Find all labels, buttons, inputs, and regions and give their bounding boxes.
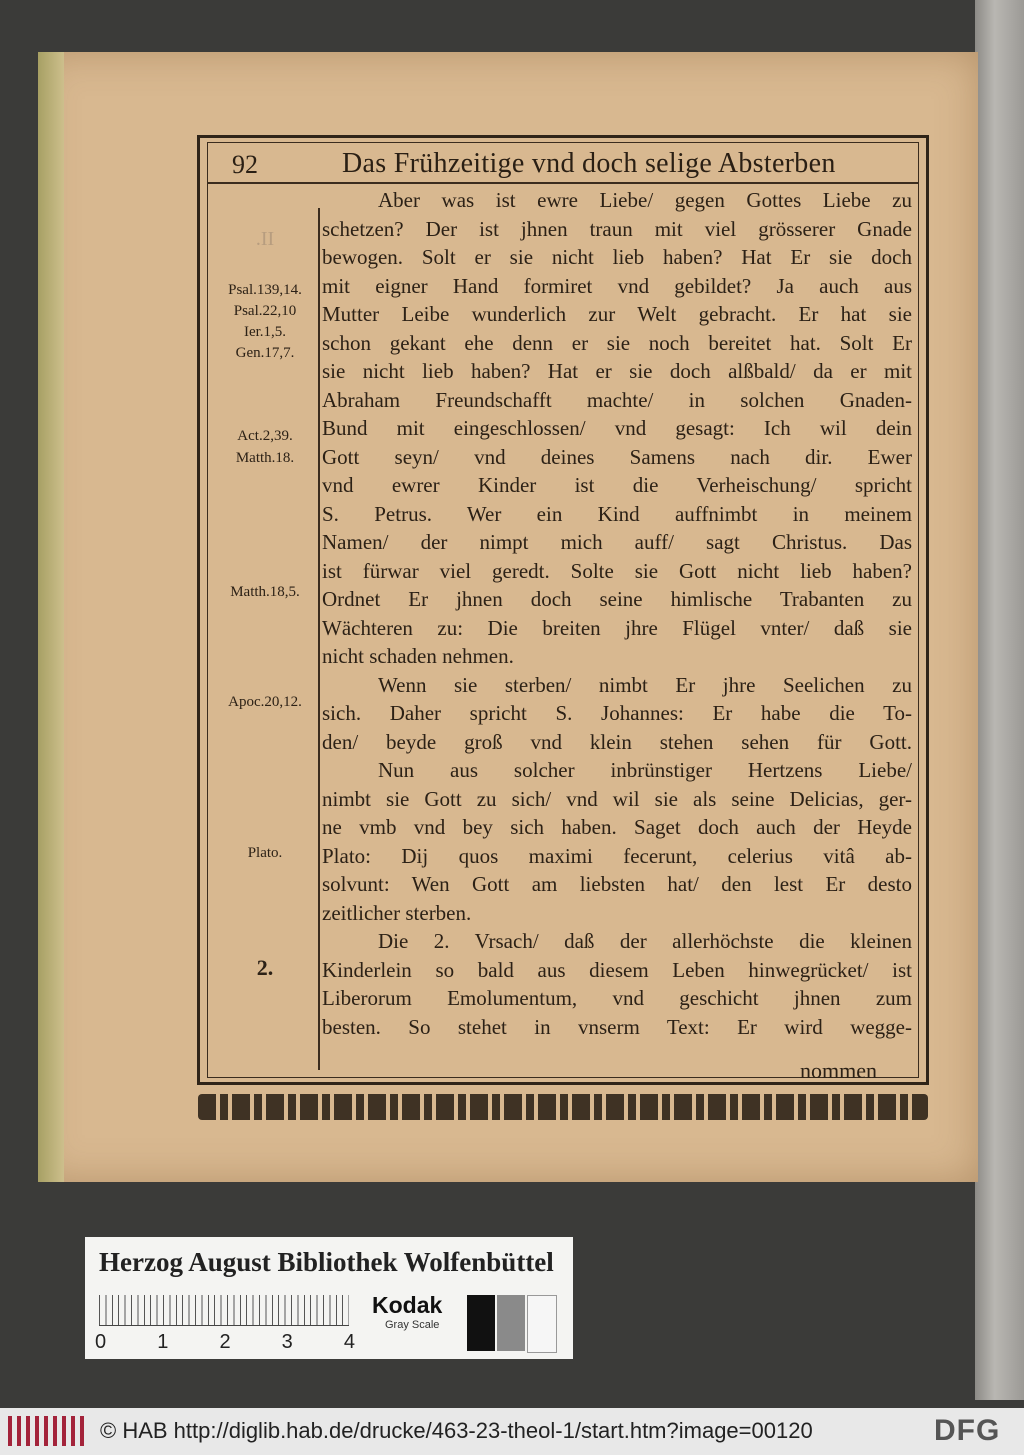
gray-swatch-white xyxy=(527,1295,557,1353)
text-line: den/ beyde groß vnd klein stehen sehen für Gott. xyxy=(322,729,912,754)
text-line: Nun aus solcher inbrünstiger Hertzens Liebe/ xyxy=(378,758,912,782)
text-line: Abraham Freundschafft machte/ in solchen Gnaden- xyxy=(322,387,912,412)
text-line: S. Petrus. Wer ein Kind auffnimbt in meinem xyxy=(322,501,912,526)
text-line: Bund mit eingeschlossen/ vnd gesagt: Ich wil dein xyxy=(322,416,912,440)
margin-note: Matth.18,5. xyxy=(230,584,300,600)
text-line: schon gekant ehe denn er sie noch bereitet hat. Solt Er xyxy=(322,330,912,355)
text-line: bewogen. Solt er sie nicht lieb haben? Hat Er sie doch xyxy=(322,245,912,269)
ruler-label: 4 xyxy=(343,1331,355,1353)
body-text xyxy=(322,186,912,1041)
margin-note: Psal.22,10 xyxy=(233,303,297,319)
margin-note: Apoc.20,12. xyxy=(228,694,302,710)
text-line: Liberorum Emolumentum, vnd geschicht jhnen zum xyxy=(322,986,912,1010)
text-line: Kinderlein so bald aus diesem Leben hinwegrücket/ ist xyxy=(322,957,912,982)
text-line: Plato: Dij quos maximi fecerunt, celerius vitâ ab- xyxy=(322,843,912,868)
ruler-labels xyxy=(95,1331,355,1354)
page-number: 92 xyxy=(232,150,258,179)
text-line: nimbt sie Gott zu sich/ vnd wil sie als seine Delicias, ger- xyxy=(322,786,912,811)
margin-note: Psal.139,14. xyxy=(228,282,302,298)
margin-note: Matth.18. xyxy=(235,450,295,466)
margin-note: Gen.17,7. xyxy=(235,345,295,361)
footer-bar xyxy=(0,1408,1024,1455)
text-line: zeitlicher sterben. xyxy=(322,900,472,925)
margin-note: 2. xyxy=(256,955,274,980)
margin-note: Ier.1,5. xyxy=(243,324,287,340)
margin-note: Act.2,39. xyxy=(237,428,293,444)
text-line: Ordnet Er jhnen doch seine himlische Trabanten zu xyxy=(322,587,912,611)
text-line: Wächteren zu: Die breiten jhre Flügel vnter/ daß sie xyxy=(322,615,912,640)
text-line: ist fürwar viel geredt. Solte sie Gott nicht lieb haben? xyxy=(322,558,912,583)
text-line: Die 2. Vrsach/ daß der allerhöchste die kleinen xyxy=(378,929,912,953)
text-line: solvunt: Wen Gott am liebsten hat/ den lest Er desto xyxy=(322,872,912,896)
text-line: Namen/ der nimpt mich auff/ sagt Christus. Das xyxy=(322,530,912,554)
dfg-logo: DFG xyxy=(934,1414,1001,1447)
text-line: besten. So stehet in vnserm Text: Er wird wegge- xyxy=(322,1014,912,1039)
catchword: nommen xyxy=(800,1058,877,1083)
ruler xyxy=(99,1295,349,1326)
card-title: Herzog August Bibliothek Wolfenbüttel xyxy=(99,1247,554,1277)
hab-logo-icon xyxy=(8,1416,88,1446)
text-line: Wenn sie sterben/ nimbt Er jhre Seelichen zu xyxy=(378,672,912,697)
header-rule xyxy=(207,182,919,184)
text-line: schetzen? Der ist jhnen traun mit viel grösserer Gnade xyxy=(322,216,912,241)
text-line: sie nicht lieb haben? Hat er sie doch alßbald/ da er mit xyxy=(322,359,912,383)
source-link[interactable]: © HAB http://diglib.hab.de/drucke/463-23-theol-1/start.htm?image=00120 xyxy=(100,1418,813,1443)
color-reference-card xyxy=(85,1237,573,1359)
gray-swatch-mid xyxy=(497,1295,525,1351)
text-line: vnd ewrer Kinder ist die Verheischung/ spricht xyxy=(322,473,912,497)
text-line: Gott seyn/ vnd deines Samens nach dir. Ewer xyxy=(322,444,912,469)
gray-scale-label: Gray Scale xyxy=(385,1319,440,1331)
text-line: nicht schaden nehmen. xyxy=(322,644,514,668)
text-line: Mutter Leibe wunderlich zur Welt gebracht. Er hat sie xyxy=(322,302,912,326)
text-line: sich. Daher spricht S. Johannes: Er habe die To- xyxy=(322,701,912,725)
margin-note: .II xyxy=(255,228,275,250)
text-line: Aber was ist ewre Liebe/ gegen Gottes Liebe zu xyxy=(378,188,912,212)
ruler-label: 2 xyxy=(219,1331,231,1353)
kodak-brand: Kodak xyxy=(372,1292,443,1318)
ruler-label: 0 xyxy=(95,1331,107,1353)
ornamental-border xyxy=(198,1094,928,1120)
margin-note: Plato. xyxy=(247,845,283,861)
running-head: Das Frühzeitige vnd doch selige Absterben xyxy=(342,148,836,179)
gray-swatch-black xyxy=(467,1295,495,1351)
ruler-label: 3 xyxy=(281,1331,293,1353)
ruler-label: 1 xyxy=(157,1331,169,1353)
text-line: mit eigner Hand formiret vnd gebildet? Ja auch aus xyxy=(322,273,912,298)
page-edge xyxy=(38,52,64,1182)
text-line: ne vmb vnd bey sich haben. Saget doch auch der Heyde xyxy=(322,815,912,839)
margin-column-rule xyxy=(318,208,320,1070)
scanner-background-strip xyxy=(975,0,1024,1400)
